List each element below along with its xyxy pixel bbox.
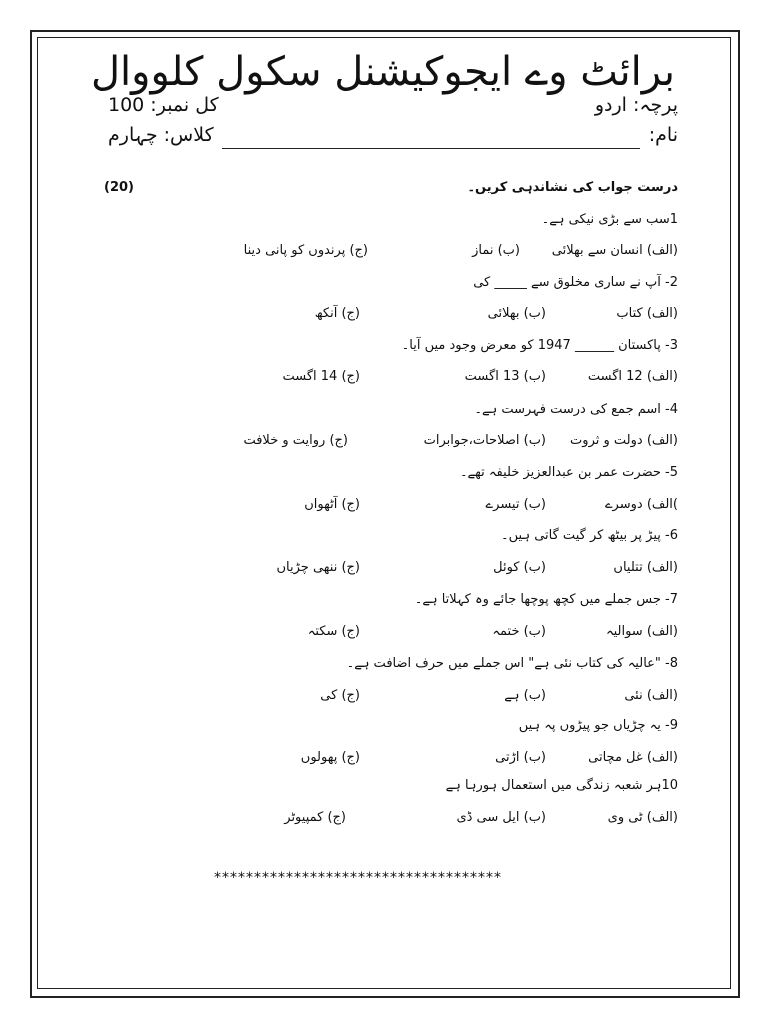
question-3-option-c: (ج) 14 اگست xyxy=(282,369,360,384)
question-2: 2- آپ نے ساری مخلوق سے _____ کی xyxy=(473,275,678,290)
question-10-option-a: (الف) ٹی وی xyxy=(607,810,678,825)
question-2-option-a: (الف) کتاب xyxy=(616,306,678,321)
question-10-option-c: (ج) کمپیوٹر xyxy=(284,810,346,825)
question-8: 8- "عالیہ کی کتاب نئی ہے" اس جملے میں حرف اضافت ہے۔ xyxy=(346,656,678,671)
question-9: 9- یہ چڑیاں جو پیڑوں پہ ہیں xyxy=(518,718,678,733)
question-6-option-a: (الف) تتلیاں xyxy=(613,560,678,575)
question-8-option-c: (ج) کی xyxy=(320,688,360,703)
question-2-option-b: (ب) بھلائی xyxy=(487,306,546,321)
name-blank-line xyxy=(222,148,640,149)
question-3-option-b: (ب) 13 اگست xyxy=(464,369,546,384)
question-5-option-c: (ج) آٹھواں xyxy=(304,497,360,512)
question-8-option-a: (الف) نئی xyxy=(624,688,678,703)
question-7-option-a: (الف) سوالیہ xyxy=(605,624,678,639)
question-5-option-b: (ب) تیسرے xyxy=(485,497,546,512)
section-instruction: درست جواب کی نشاندہی کریں۔ xyxy=(467,180,678,195)
question-5-option-a: )الف) دوسرے xyxy=(604,497,678,512)
question-10-option-b: (ب) ایل سی ڈی xyxy=(456,810,546,825)
question-9-option-a: (الف) غل مچاتی xyxy=(588,750,678,765)
question-3: 3- پاکستان ______ 1947 کو معرض وجود میں آیا۔ xyxy=(401,338,678,353)
question-7: 7- جس جملے میں کچھ پوچھا جائے وہ کہلاتا ہے۔ xyxy=(414,592,678,607)
question-9-option-c: (ج) پھولوں xyxy=(300,750,360,765)
question-9-option-b: (ب) اڑتی xyxy=(495,750,546,765)
question-6: 6- پیڑ پر بیٹھ کر گیت گاتی ہیں۔ xyxy=(501,528,678,543)
question-7-option-b: (ب) ختمہ xyxy=(492,624,546,639)
school-title: برائٹ وے ایجوکیشنل سکول کلووال xyxy=(90,49,675,95)
question-1-option-a: (الف) انسان سے بھلائی xyxy=(551,243,678,258)
question-4-option-b: (ب) اصلاحات،جوابرات xyxy=(423,433,546,448)
section-marks: (20) xyxy=(104,180,134,195)
question-4-option-a: (الف) دولت و ثروت xyxy=(570,433,678,448)
question-2-option-c: (ج) آنکھ xyxy=(314,306,360,321)
question-1: 1سب سے بڑی نیکی ہے۔ xyxy=(541,212,678,227)
footer-stars-divider: ************************************ xyxy=(214,870,502,886)
question-4: 4- اسم جمع کی درست فہرست ہے۔ xyxy=(474,402,678,417)
class-label: کلاس: چہارم xyxy=(108,124,214,146)
question-6-option-c: (ج) ننھی چڑیاں xyxy=(276,560,360,575)
question-6-option-b: (ب) کوئل xyxy=(493,560,546,575)
question-10: 10ہر شعبہ زندگی میں استعمال ہورہا ہے xyxy=(445,778,678,793)
question-1-option-b: (ب) نماز xyxy=(472,243,520,258)
question-7-option-c: (ج) سکتہ xyxy=(307,624,360,639)
total-marks: کل نمبر: 100 xyxy=(108,94,219,116)
question-3-option-a: (الف) 12 اگست xyxy=(587,369,678,384)
question-5: 5- حضرت عمر بن عبدالعزیز خلیفہ تھے۔ xyxy=(459,465,678,480)
question-1-option-c: (ج) پرندوں کو پانی دینا xyxy=(243,243,368,258)
subject-label: پرچہ: اردو xyxy=(594,94,678,116)
question-4-option-c: (ج) روایت و خلافت xyxy=(243,433,348,448)
name-label: نام: xyxy=(648,124,678,146)
question-8-option-b: (ب) ہے xyxy=(504,688,546,703)
